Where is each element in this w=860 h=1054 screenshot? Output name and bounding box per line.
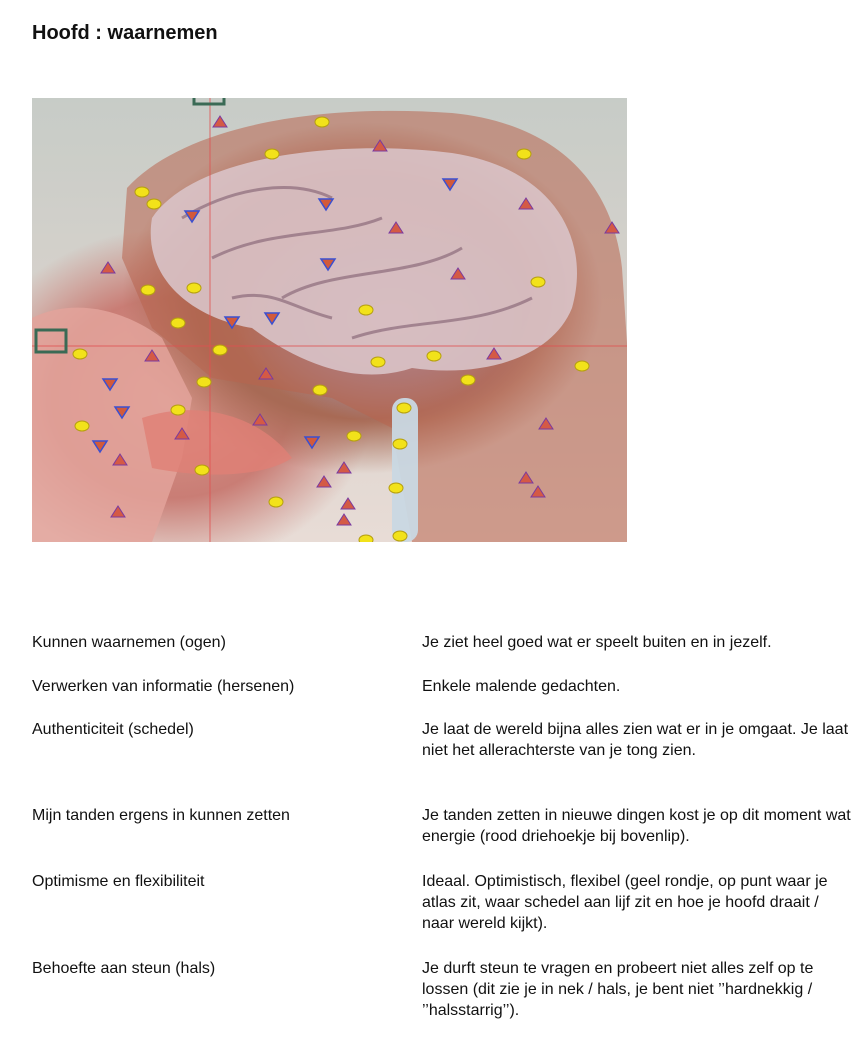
page-title: Hoofd : waarnemen: [32, 22, 218, 44]
top-handle: [194, 98, 224, 104]
row-value: Je tanden zetten in nieuwe dingen kost je op dit moment wat energie (rood driehoekje bij bovenlip).: [422, 807, 851, 845]
row-label: Kunnen waarnemen (ogen): [32, 634, 226, 651]
row-value: Ideaal. Optimistisch, flexibel (geel rondje, op punt waar je atlas zit, waar schedel aan lijf zit en hoe je hoofd draait / naar wereld kijkt).: [422, 873, 828, 932]
yellow-marker: [265, 149, 279, 159]
yellow-marker: [393, 439, 407, 449]
red-triangle-marker: [337, 462, 351, 473]
yellow-marker: [393, 531, 407, 541]
yellow-marker: [135, 187, 149, 197]
yellow-marker: [197, 377, 211, 387]
red-triangle-marker: [337, 514, 351, 525]
row-value: Enkele malende gedachten.: [422, 678, 621, 695]
yellow-marker: [147, 199, 161, 209]
row-label: Behoefte aan steun (hals): [32, 960, 216, 977]
red-triangle-marker: [317, 476, 331, 487]
yellow-marker: [195, 465, 209, 475]
yellow-marker: [187, 283, 201, 293]
yellow-marker: [359, 535, 373, 542]
red-triangle-marker: [101, 262, 115, 273]
blue-triangle-marker: [305, 437, 319, 448]
tongue-shape: [142, 410, 292, 474]
yellow-marker: [213, 345, 227, 355]
yellow-marker: [313, 385, 327, 395]
yellow-marker: [359, 305, 373, 315]
head-scan-illustration: [32, 98, 628, 542]
yellow-marker: [389, 483, 403, 493]
yellow-marker: [517, 149, 531, 159]
head-scan-image: [32, 98, 628, 542]
yellow-marker: [73, 349, 87, 359]
yellow-marker: [575, 361, 589, 371]
yellow-marker: [171, 318, 185, 328]
row-value: Je durft steun te vragen en probeert niet alles zelf op te lossen (dit zie je in nek / hals, je bent niet ’’hardnekkig / ’’halsstarrig’’).: [422, 960, 814, 1019]
row-label: Verwerken van informatie (hersenen): [32, 678, 295, 695]
yellow-marker: [427, 351, 441, 361]
yellow-marker: [461, 375, 475, 385]
red-triangle-marker: [213, 116, 227, 127]
yellow-marker: [171, 405, 185, 415]
row-label: Mijn tanden ergens in kunnen zetten: [32, 807, 290, 824]
yellow-marker: [347, 431, 361, 441]
yellow-marker: [371, 357, 385, 367]
red-triangle-marker: [341, 498, 355, 509]
yellow-marker: [75, 421, 89, 431]
row-value: Je laat de wereld bijna alles zien wat er in je omgaat. Je laat niet het allerachterste van je tong zien.: [422, 721, 849, 759]
yellow-marker: [141, 285, 155, 295]
spine-shape: [392, 398, 418, 542]
yellow-marker: [531, 277, 545, 287]
row-value: Je ziet heel goed wat er speelt buiten en in jezelf.: [422, 634, 772, 651]
row-label: Authenticiteit (schedel): [32, 721, 194, 738]
red-triangle-marker: [253, 414, 267, 425]
row-label: Optimisme en flexibiliteit: [32, 873, 205, 890]
yellow-marker: [315, 117, 329, 127]
yellow-marker: [269, 497, 283, 507]
yellow-marker: [397, 403, 411, 413]
image-edge: [627, 98, 631, 542]
